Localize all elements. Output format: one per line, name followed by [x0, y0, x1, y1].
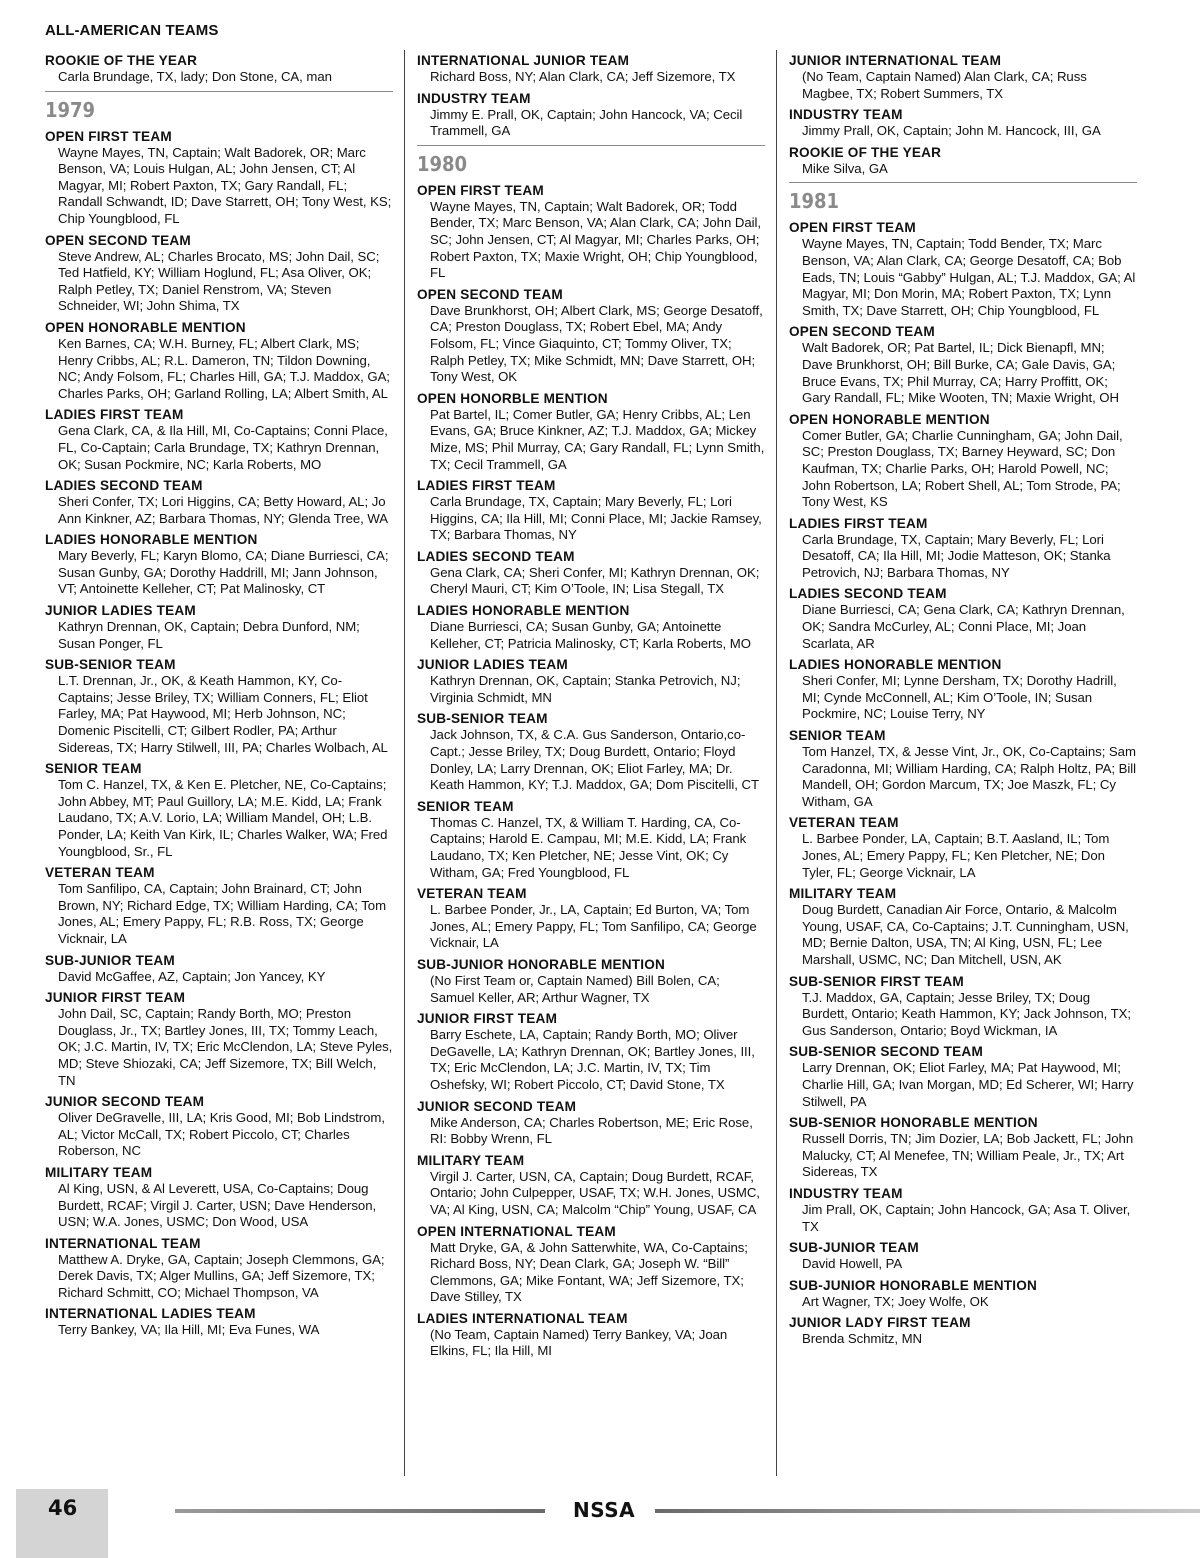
team-section: [789, 1041, 1137, 1110]
team-section: [417, 1096, 765, 1148]
team-members: Jim Prall, OK, Captain; John Hancock, GA; Asa T. Oliver, TX: [802, 1201, 1131, 1234]
team-section: [417, 796, 765, 881]
column-divider: [776, 50, 777, 1476]
team-members: Walt Badorek, OR; Pat Bartel, IL; Dick Bienapfl, MN; Dave Brunkhorst, OH; Bill Burke, CA; Gale Davis, GA; Bruce Evans, TX; Phil Murray, CA; Harry Proffitt, OK; Gary Randall, FL; Mike Wooten, TN; Maxie Wright, OH: [802, 340, 1119, 406]
team-section: [789, 142, 1137, 178]
team-members: Gena Clark, CA, & Ila Hill, MI, Co-Captains; Conni Place, FL, Co-Captain; Carla Brundage, TX; Kathryn Drennan, OK; Susan Pockmire, NC; Karla Roberts, MO: [58, 423, 388, 472]
team-section: [789, 971, 1137, 1040]
team-section: [417, 388, 765, 473]
team-section: [789, 583, 1137, 652]
team-section: [789, 883, 1137, 968]
team-heading: SUB-JUNIOR HONORABLE MENTION: [417, 956, 666, 972]
team-section: [417, 284, 765, 386]
team-heading: VETERAN TEAM: [789, 815, 899, 831]
team-members: Jack Johnson, TX, & C.A. Gus Sanderson, Ontario,co-Capt.; Jesse Briley, TX; Doug Burdett, Ontario; Floyd Donley, LA; Larry Drennan, OK; Eliot Farley, MA; Dr. Keath Hammon, KY; T.J. Maddox, GA; Dom Piscitelli, CT: [430, 727, 759, 793]
team-members: Richard Boss, NY; Alan Clark, CA; Jeff Sizemore, TX: [430, 69, 736, 84]
team-members: Wayne Mayes, TN, Captain; Walt Badorek, OR; Todd Bender, TX; Marc Benson, VA; Alan Clark, CA; John Dail, SC; John Jensen, CT; Al Magyar, MI; Charles Parks, OH; Robert Paxton, TX; Maxie Wright, OH; Chip Youngblood, FL: [430, 198, 761, 281]
team-members: Doug Burdett, Canadian Air Force, Ontario, & Malcolm Young, USAF, CA, Co-Captains; J.T. Cunningham, USN, MD; Bernie Dalton, USA, TN; Al King, USN, FL; Lee Marshall, USMC, NC; Dan Mitchell, USN, AK: [802, 902, 1129, 967]
team-heading: SUB-SENIOR SECOND TEAM: [789, 1044, 983, 1060]
team-members: T.J. Maddox, GA, Captain; Jesse Briley, TX; Doug Burdett, Ontario; Keath Hammon, KY; Jack Johnson, TX; Gus Sanderson, Ontario; Boyd Wickman, IA: [802, 989, 1132, 1038]
team-heading: SUB-JUNIOR HONORABLE MENTION: [789, 1277, 1038, 1293]
team-section: [417, 50, 765, 86]
team-section: [417, 475, 765, 544]
team-members: Tom Hanzel, TX, & Jesse Vint, Jr., OK, Co-Captains; Sam Caradonna, MI; William Harding, CA; Ralph Holtz, PA; Bill Mandell, OH; Gordon Marcum, TX; Joe Maszk, FL; Cy Witham, GA: [802, 744, 1137, 809]
team-section: [417, 600, 765, 652]
team-section: [789, 104, 1137, 140]
team-members: Kathryn Drennan, OK, Captain; Stanka Petrovich, NJ; Virginia Schmidt, MN: [430, 673, 741, 705]
team-members: Al King, USN, & Al Leverett, USA, Co-Captains; Doug Burdett, RCAF; Virgil J. Carter, USN; Dave Henderson, USN; W.A. Jones, USMC; Don Wood, USA: [58, 1180, 377, 1230]
team-section: [45, 50, 393, 86]
team-heading: SENIOR TEAM: [417, 798, 514, 814]
year-heading: 1979: [45, 97, 96, 122]
team-section: [789, 513, 1137, 582]
team-members: Steve Andrew, AL; Charles Brocato, MS; John Dail, SC; Ted Hatfield, KY; William Hoglund, FL; Asa Oliver, OK; Ralph Petley, TX; Daniel Renstrom, VA; Steven Schneider, WI; John Shima, TX: [58, 248, 380, 314]
team-section: [45, 126, 393, 228]
team-section: [45, 230, 393, 315]
team-members: Brenda Schmitz, MN: [802, 1331, 923, 1347]
team-members: Mary Beverly, FL; Karyn Blomo, CA; Diane Burriesci, CA; Susan Gunby, GA; Dorothy Haddrill, MI; Jann Johnson, VT; Antoinette Kelleher, CT; Pat Malinosky, CT: [58, 548, 389, 597]
team-members: Pat Bartel, IL; Comer Butler, GA; Henry Cribbs, AL; Len Evans, GA; Bruce Kinkner, AZ; T.J. Maddox, GA; Mickey Mize, MS; Phil Murray, CA; Gary Randall, FL; Lynn Smith, TX; Cecil Trammell, GA: [430, 406, 765, 472]
team-section: [45, 404, 393, 473]
year-divider: [417, 145, 765, 179]
team-members: Barry Eschete, LA, Captain; Randy Borth, MO; Oliver DeGavelle, LA; Kathryn Drennan, OK; Bartley Jones, III, TX; Eric McClendon, LA; J.C. Martin, IV, TX; Tim Oshefsky, WI; Robert Piccolo, CT; David Stone, TX: [430, 1027, 755, 1092]
team-members: Wayne Mayes, TN, Captain; Todd Bender, TX; Marc Benson, VA; Alan Clark, CA; George Desatoff, CA; Bob Eads, TN; Louis “Gabby” Hulgan, AL; T.J. Maddox, GA; Al Magyar, MI; Don Morin, MA; Robert Paxton, TX; Lynn Smith, TX; Dave Starrett, OH; Chip Youngblood, FL: [802, 236, 1136, 318]
team-section: [417, 1150, 765, 1219]
team-heading: LADIES HONORABLE MENTION: [417, 603, 630, 619]
team-heading: JUNIOR SECOND TEAM: [45, 1094, 205, 1110]
team-members: Matt Dryke, GA, & John Satterwhite, WA, Co-Captains; Richard Boss, NY; Dean Clark, GA; Joseph W. “Bill” Clemmons, GA; Mike Fontant, WA; Jeff Sizemore, TX; Dave Stilley, TX: [430, 1239, 748, 1305]
team-members: Diane Burriesci, CA; Gena Clark, CA; Kathryn Drennan, OK; Sandra McCurley, AL; Conni Place, MI; Joan Scarlata, AR: [802, 602, 1125, 651]
team-heading: SENIOR TEAM: [45, 761, 142, 777]
team-members: Diane Burriesci, CA; Susan Gunby, GA; Antoinette Kelleher, CT; Patricia Malinosky, CT; Karla Roberts, MO: [430, 619, 751, 651]
team-section: [45, 654, 393, 756]
team-section: [417, 708, 765, 793]
team-members: L.T. Drennan, Jr., OK, & Keath Hammon, KY, Co-Captains; Jesse Briley, TX; William Conners, FL; Eliot Farley, MA; Pat Haywood, MI; Herb Johnson, NC; Domenic Piscitelli, CT; Gilbert Rodler, PA; Arthur Sidereas, TX; Harry Stilwell, III, PA; Charles Wolbach, AL: [58, 673, 388, 755]
team-section: [789, 654, 1137, 723]
footer-rule-left: [175, 1509, 545, 1513]
year-heading: 1981: [789, 189, 840, 214]
team-members: Carla Brundage, TX, Captain; Mary Beverly, FL; Lori Desatoff, CA; Ila Hill, MI; Jodie Matteson, OK; Stanka Petrovich, NJ; Barbara Thomas, NY: [802, 531, 1111, 580]
team-section: [45, 600, 393, 652]
team-section: [417, 954, 765, 1006]
team-section: [45, 1233, 393, 1302]
team-section: [45, 862, 393, 947]
column-3: [789, 50, 1137, 1350]
column-divider: [404, 50, 405, 1476]
team-section: [789, 409, 1137, 511]
team-section: [417, 1008, 765, 1093]
team-heading: SUB-SENIOR HONORABLE MENTION: [789, 1115, 1038, 1131]
page-header: ALL-AMERICAN TEAMS: [45, 22, 219, 39]
team-heading: SUB-SENIOR TEAM: [417, 711, 548, 727]
team-section: [789, 1312, 1137, 1348]
team-members: David McGaffee, AZ, Captain; Jon Yancey, KY: [58, 968, 326, 984]
team-section: [45, 1303, 393, 1339]
team-members: Thomas C. Hanzel, TX, & William T. Harding, CA, Co-Captains; Harold E. Campau, MI; M.E. Kidd, LA; Frank Laudano, TX; Ken Pletcher, NE; Jesse Vint, OK; Cy Witham, GA; Fred Youngblood, FL: [430, 814, 747, 880]
team-heading: MILITARY TEAM: [789, 886, 897, 902]
team-heading: OPEN SECOND TEAM: [417, 286, 563, 302]
team-members: L. Barbee Ponder, Jr., LA, Captain; Ed Burton, VA; Tom Jones, AL; Emery Pappy, FL; Tom Sanfilipo, CA; George Vicknair, LA: [430, 902, 757, 951]
team-heading: OPEN SECOND TEAM: [45, 232, 191, 248]
team-heading: OPEN FIRST TEAM: [45, 128, 172, 144]
team-heading: ROOKIE OF THE YEAR: [789, 144, 942, 160]
team-section: [417, 180, 765, 282]
team-members: Sheri Confer, TX; Lori Higgins, CA; Betty Howard, AL; Jo Ann Kinkner, AZ; Barbara Thomas, NY; Glenda Tree, WA: [58, 494, 389, 526]
team-members: Wayne Mayes, TN, Captain; Walt Badorek, OR; Marc Benson, VA; Louis Hulgan, AL; John Jensen, CT; Al Magyar, MI; Robert Paxton, TX; Gary Randall, FL; Randall Schwandt, ID; Dave Starrett, OH; Tony West, KS; Chip Youngblood, FL: [58, 144, 392, 226]
team-section: [45, 529, 393, 598]
team-heading: MILITARY TEAM: [45, 1164, 153, 1180]
team-members: Mike Silva, GA: [802, 160, 888, 176]
team-heading: SUB-SENIOR TEAM: [45, 657, 176, 673]
team-heading: OPEN FIRST TEAM: [417, 182, 544, 198]
team-section: [789, 725, 1137, 810]
team-heading: VETERAN TEAM: [45, 865, 155, 881]
team-section: [45, 317, 393, 402]
team-members: Tom Sanfilipo, CA, Captain; John Brainard, CT; John Brown, NY; Richard Edge, TX; William Harding, CA; Tom Jones, AL; Emery Pappy, FL; R.B. Ross, TX; George Vicknair, LA: [58, 881, 387, 946]
team-section: [417, 88, 765, 140]
team-heading: INTERNATIONAL LADIES TEAM: [45, 1306, 256, 1322]
team-section: [45, 1091, 393, 1160]
team-section: [417, 654, 765, 706]
year-divider: [45, 91, 393, 125]
team-members: Jimmy Prall, OK, Captain; John M. Hancock, III, GA: [802, 123, 1101, 139]
team-section: [789, 321, 1137, 406]
team-heading: OPEN HONORABLE MENTION: [45, 319, 246, 335]
team-members: Mike Anderson, CA; Charles Robertson, ME; Eric Rose, RI: Bobby Wrenn, FL: [430, 1114, 753, 1147]
team-heading: JUNIOR LADIES TEAM: [417, 657, 568, 673]
team-section: [789, 1237, 1137, 1273]
team-section: [789, 50, 1137, 102]
team-section: [789, 1275, 1137, 1311]
team-members: Russell Dorris, TN; Jim Dozier, LA; Bob Jackett, FL; John Malucky, CT; Al Menefee, TN; William Peale, Jr., TX; Art Sidereas, TX: [802, 1131, 1134, 1180]
team-heading: INDUSTRY TEAM: [789, 1185, 903, 1201]
team-members: Comer Butler, GA; Charlie Cunningham, GA; John Dail, SC; Preston Douglass, TX; Barney Heyward, SC; Don Kaufman, TX; Charlie Parks, OH; Harold Powell, NC; John Robertson, LA; Robert Shell, AL; Tom Strode, PA; Tony West, KS: [802, 427, 1123, 510]
team-heading: LADIES INTERNATIONAL TEAM: [417, 1310, 628, 1326]
team-members: (No Team, Captain Named) Terry Bankey, VA; Joan Elkins, FL; Ila Hill, MI: [430, 1326, 728, 1359]
team-members: Gena Clark, CA; Sheri Confer, MI; Kathryn Drennan, OK; Cheryl Mauri, CT; Kim O’Toole, IN; Lisa Stegall, TX: [430, 564, 760, 597]
team-heading: LADIES HONORABLE MENTION: [45, 532, 258, 548]
team-members: Sheri Confer, MI; Lynne Dersham, TX; Dorothy Hadrill, MI; Cynde McConnell, AL; Kim O’Toole, IN; Susan Pockmire, NC; Louise Terry, NY: [802, 673, 1117, 722]
team-heading: OPEN HONORBLE MENTION: [417, 390, 608, 406]
team-heading: OPEN HONORABLE MENTION: [789, 411, 990, 427]
team-heading: OPEN SECOND TEAM: [789, 324, 935, 340]
team-members: Oliver DeGravelle, III, LA; Kris Good, MI; Bob Lindstrom, AL; Victor McCall, TX; Robert Piccolo, CT; Charles Roberson, NC: [58, 1110, 385, 1159]
team-members: Art Wagner, TX; Joey Wolfe, OK: [802, 1293, 989, 1309]
team-heading: LADIES FIRST TEAM: [417, 478, 556, 494]
team-section: [45, 1162, 393, 1231]
team-section: [417, 1221, 765, 1306]
team-heading: JUNIOR LADIES TEAM: [45, 603, 196, 619]
team-heading: OPEN FIRST TEAM: [789, 220, 916, 236]
team-section: [789, 812, 1137, 881]
team-members: Terry Bankey, VA; Ila Hill, MI; Eva Funes, WA: [58, 1322, 320, 1338]
team-heading: JUNIOR SECOND TEAM: [417, 1098, 577, 1114]
team-members: John Dail, SC, Captain; Randy Borth, MO; Preston Douglass, Jr., TX; Bartley Jones, III, TX; Tommy Leach, OK; J.C. Martin, IV, TX; Eric McClendon, LA; Steve Pyles, MD; Steve Shiozaki, CA; Jeff Sizemore, TX; Bill Welch, TN: [58, 1006, 393, 1088]
team-heading: LADIES SECOND TEAM: [45, 478, 203, 494]
team-members: L. Barbee Ponder, LA, Captain; B.T. Aasland, IL; Tom Jones, AL; Emery Pappy, FL; Ken Pletcher, NE; Don Tyler, FL; George Vicknair, LA: [802, 831, 1110, 880]
team-heading: LADIES HONORABLE MENTION: [789, 657, 1002, 673]
team-heading: INDUSTRY TEAM: [789, 107, 903, 123]
team-members: Virgil J. Carter, USN, CA, Captain; Doug Burdett, RCAF, Ontario; John Culpepper, USAF, TX; W.H. Jones, USMC, VA; Al King, USN, CA; Malcolm “Chip” Young, USAF, CA: [430, 1168, 760, 1217]
year-divider: [789, 182, 1137, 216]
team-section: [45, 987, 393, 1089]
team-members: Carla Brundage, TX, Captain; Mary Beverly, FL; Lori Higgins, CA; Ila Hill, MI; Conni Place, MI; Jackie Ramsey, TX; Barbara Thomas, NY: [430, 494, 762, 543]
team-heading: LADIES FIRST TEAM: [789, 515, 928, 531]
team-heading: JUNIOR INTERNATIONAL TEAM: [789, 53, 1002, 68]
team-heading: INTERNATIONAL JUNIOR TEAM: [417, 53, 630, 68]
team-members: Jimmy E. Prall, OK, Captain; John Hancock, VA; Cecil Trammell, GA: [430, 106, 743, 139]
team-section: [417, 883, 765, 952]
team-heading: OPEN INTERNATIONAL TEAM: [417, 1223, 616, 1239]
team-members: Carla Brundage, TX, lady; Don Stone, CA, man: [58, 69, 332, 84]
footer-org-name: NSSA: [573, 1498, 636, 1522]
team-heading: MILITARY TEAM: [417, 1152, 525, 1168]
page-number: 46: [48, 1496, 78, 1520]
team-section: [45, 758, 393, 860]
team-heading: LADIES SECOND TEAM: [789, 586, 947, 602]
team-members: Kathryn Drennan, OK, Captain; Debra Dunford, NM; Susan Ponger, FL: [58, 619, 360, 651]
team-section: [789, 217, 1137, 319]
team-section: [45, 950, 393, 986]
team-section: [789, 1112, 1137, 1181]
team-members: (No First Team or, Captain Named) Bill Bolen, CA; Samuel Keller, AR; Arthur Wagner, TX: [430, 972, 720, 1005]
team-members: Ken Barnes, CA; W.H. Burney, FL; Albert Clark, MS; Henry Cribbs, AL; R.L. Dameron, TN; Tildon Downing, NC; Andy Folsom, FL; Charles Hill, GA; T.J. Maddox, GA; Charles Parks, OH; Garland Rolling, LA; Albert Smith, AL: [58, 335, 390, 401]
team-heading: SUB-JUNIOR TEAM: [789, 1240, 919, 1256]
team-heading: INTERNATIONAL TEAM: [45, 1235, 201, 1251]
team-section: [789, 1183, 1137, 1235]
team-section: [417, 546, 765, 598]
team-members: Larry Drennan, OK; Eliot Farley, MA; Pat Haywood, MI; Charlie Hill, GA; Ivan Morgan, MD; Ed Scherer, WI; Harry Stilwell, PA: [802, 1060, 1134, 1109]
team-heading: JUNIOR FIRST TEAM: [417, 1011, 558, 1027]
team-members: Matthew A. Dryke, GA, Captain; Joseph Clemmons, GA; Derek Davis, TX; Alger Mullins, GA; Jeff Sizemore, TX; Richard Schmitt, CO; Michael Thompson, VA: [58, 1251, 385, 1300]
team-heading: JUNIOR FIRST TEAM: [45, 990, 186, 1006]
column-1: [45, 50, 393, 1341]
team-members: Dave Brunkhorst, OH; Albert Clark, MS; George Desatoff, CA; Preston Douglass, TX; Robert Ebel, MA; Andy Folsom, FL; Vince Giaquinto, CT; Tommy Oliver, TX; Ralph Petley, TX; Mike Schmidt, MN; Dave Starrett, OH; Tony West, OK: [430, 302, 763, 385]
team-heading: SUB-SENIOR FIRST TEAM: [789, 973, 964, 989]
team-heading: LADIES FIRST TEAM: [45, 407, 184, 423]
team-heading: JUNIOR LADY FIRST TEAM: [789, 1315, 971, 1331]
team-heading: INDUSTRY TEAM: [417, 90, 531, 106]
team-heading: ROOKIE OF THE YEAR: [45, 53, 198, 68]
column-2: [417, 50, 765, 1362]
team-section: [45, 475, 393, 527]
team-section: [417, 1308, 765, 1360]
team-members: Tom C. Hanzel, TX, & Ken E. Pletcher, NE, Co-Captains; John Abbey, MT; Paul Guillory, LA; M.E. Kidd, LA; Frank Laudano, TX; A.V. Lorio, LA; William Mandel, OH; L.B. Ponder, LA; Keith Van Kirk, IL; Charles Walker, WA; Fred Youngblood, Sr., FL: [58, 777, 388, 859]
team-heading: LADIES SECOND TEAM: [417, 548, 575, 564]
team-heading: SUB-JUNIOR TEAM: [45, 952, 175, 968]
team-heading: VETERAN TEAM: [417, 886, 527, 902]
team-members: (No Team, Captain Named) Alan Clark, CA; Russ Magbee, TX; Robert Summers, TX: [802, 69, 1087, 101]
footer-rule-right: [655, 1509, 1200, 1513]
year-heading: 1980: [417, 151, 468, 176]
team-heading: SENIOR TEAM: [789, 728, 886, 744]
team-members: David Howell, PA: [802, 1256, 903, 1272]
